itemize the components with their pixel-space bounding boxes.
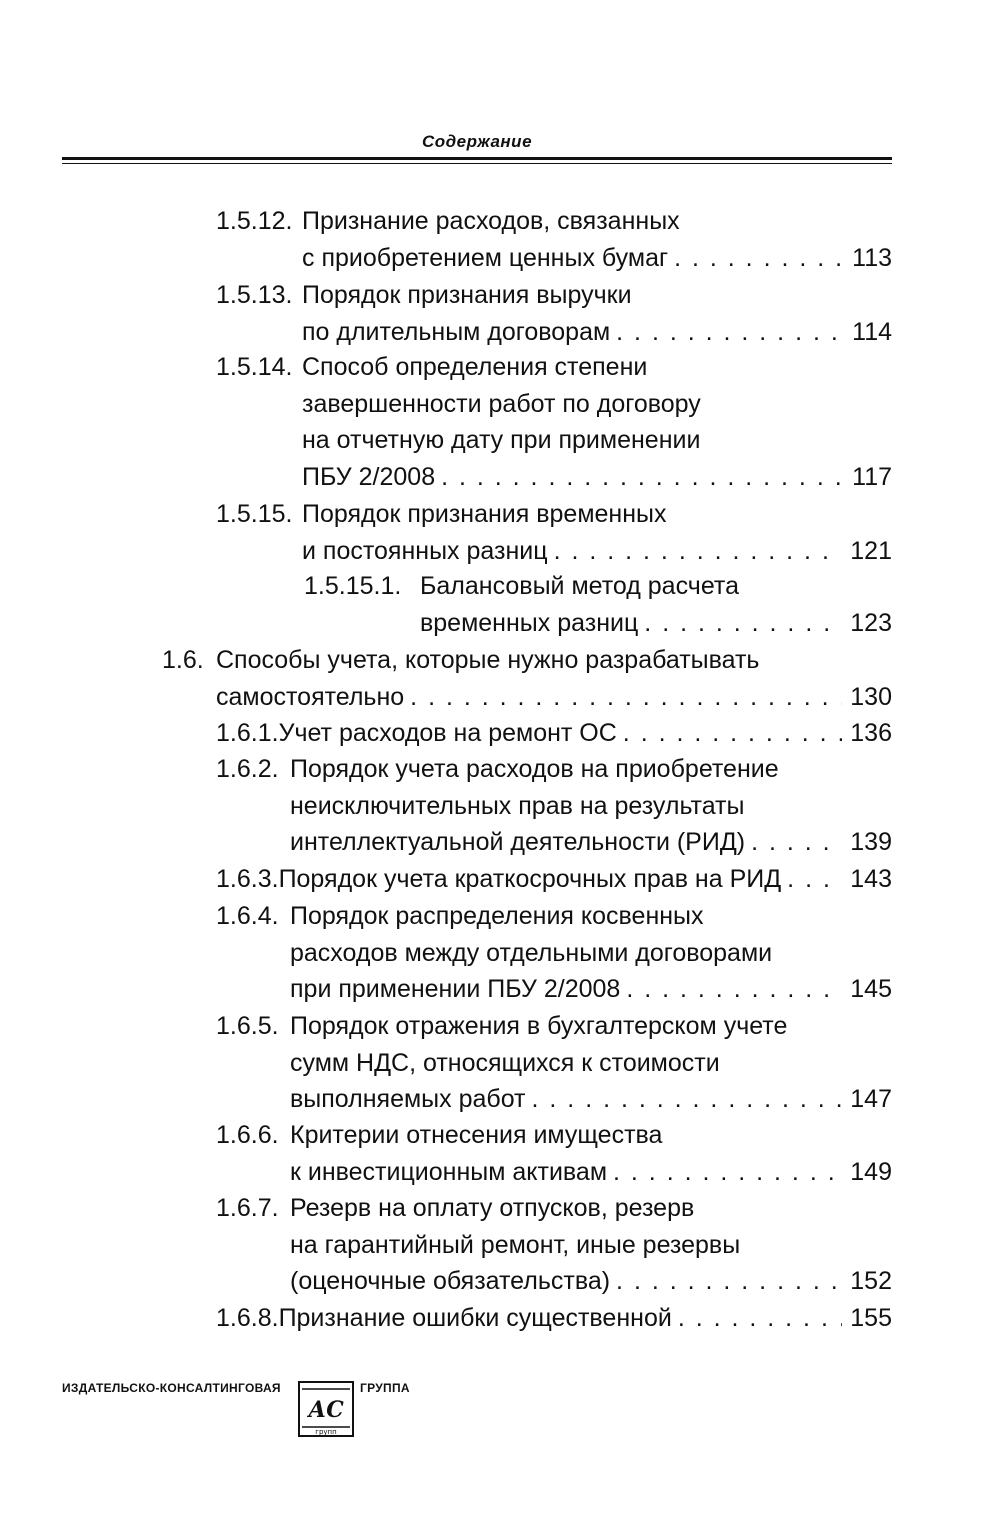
toc-line — [216, 901, 704, 931]
toc-line — [290, 1084, 892, 1114]
toc-line — [290, 938, 772, 968]
toc-line — [302, 462, 892, 492]
toc-page-number: 143 — [850, 865, 892, 893]
dot-leader — [674, 243, 842, 273]
toc-line — [216, 1303, 892, 1333]
toc-line — [302, 425, 700, 455]
publisher-footer — [62, 1381, 462, 1441]
toc-line — [290, 1048, 720, 1078]
toc-page-number: 139 — [850, 828, 892, 856]
dot-leader — [623, 718, 842, 748]
toc-entry-title: самостоятельно — [216, 682, 405, 711]
dot-leader — [644, 608, 842, 638]
toc-page-number: 155 — [850, 1304, 892, 1332]
toc-line — [290, 1157, 892, 1187]
dot-leader — [626, 974, 842, 1004]
dot-leader — [616, 1266, 842, 1296]
dot-leader — [678, 1303, 842, 1333]
toc-entry-title: Способ определения степени — [302, 353, 648, 381]
toc-entry-title: Порядок учета расходов на приобретение — [290, 755, 779, 783]
toc-line — [290, 974, 892, 1004]
toc-line — [216, 682, 892, 712]
toc-line — [304, 571, 739, 601]
toc-entry-title: Порядок распределения косвенных — [290, 902, 704, 930]
toc-entry-title: Признание расходов, связанных — [302, 207, 680, 235]
toc-entry-number: 1.5.15. — [216, 500, 293, 528]
toc-page-number: 152 — [850, 1267, 892, 1295]
toc-line — [216, 718, 892, 748]
toc-entry-title: неисключительных прав на результаты — [290, 791, 745, 820]
toc-line — [302, 243, 892, 273]
dot-leader — [554, 536, 842, 566]
toc-page-number: 149 — [850, 1157, 892, 1186]
toc-line — [290, 791, 744, 821]
toc-entry-title: по длительным договорам — [302, 317, 611, 346]
toc-line — [302, 389, 701, 419]
toc-entry-title: завершенности работ по договору — [302, 389, 701, 418]
toc-entry-title: Порядок признания временных — [302, 500, 667, 528]
logo-caption: групп — [315, 1428, 337, 1436]
toc-entry-title: временных разниц — [420, 608, 639, 637]
toc-line — [216, 1193, 694, 1223]
toc-line — [290, 1230, 740, 1260]
dot-leader — [787, 864, 842, 894]
toc-page-number: 145 — [850, 975, 892, 1003]
toc-entry-number: 1.6.1. — [216, 719, 279, 747]
toc-line — [216, 1120, 662, 1150]
toc-entry-number: 1.5.14. — [216, 353, 293, 381]
toc-line — [162, 645, 759, 675]
toc-entry-title: с приобретением ценных бумаг — [302, 243, 669, 272]
dot-leader — [441, 462, 842, 492]
toc-line — [290, 827, 892, 857]
toc-line — [216, 1011, 787, 1041]
toc-entry-title: расходов между отдельными договорами — [290, 938, 773, 967]
toc-entry-number: 1.6.2. — [216, 755, 279, 783]
toc-entry-title: Резерв на оплату отпусков, резерв — [290, 1194, 695, 1222]
toc-entry-number: 1.6.7. — [216, 1194, 279, 1222]
dot-leader — [751, 827, 842, 857]
toc-entry-title: Учет расходов на ремонт ОС — [278, 719, 617, 747]
publisher-name-right: ГРУППА — [360, 1381, 410, 1395]
toc-line — [420, 608, 892, 638]
toc-page-number: 114 — [852, 317, 892, 346]
toc-entry-number: 1.6.3. — [216, 865, 279, 893]
toc-page-number: 130 — [850, 682, 892, 711]
publisher-name-left: ИЗДАТЕЛЬСКО-КОНСАЛТИНГОВАЯ — [62, 1381, 281, 1395]
toc-line — [216, 754, 779, 784]
toc-entry-title: Способы учета, которые нужно разрабатывать — [216, 646, 760, 674]
toc-entry-title: Порядок отражения в бухгалтерском учете — [290, 1012, 788, 1040]
toc-entry-title: (оценочные обязательства) — [290, 1267, 611, 1295]
toc-entry-title: ПБУ 2/2008 — [302, 462, 436, 491]
toc-entry-number: 1.6. — [162, 646, 204, 674]
toc-line — [302, 536, 892, 566]
toc-line — [216, 499, 667, 529]
toc-line — [216, 280, 632, 310]
dot-leader — [613, 1157, 842, 1187]
toc-page-number: 123 — [850, 608, 892, 637]
toc-entry-title: на гарантийный ремонт, иные резервы — [290, 1230, 741, 1259]
dot-leader — [616, 317, 842, 347]
toc-entry-number: 1.6.5. — [216, 1012, 279, 1040]
toc-line — [216, 864, 892, 894]
running-header: Содержание — [421, 132, 533, 151]
toc-entry-title: Критерии отнесения имущества — [290, 1121, 663, 1149]
toc-entry-number: 1.6.6. — [216, 1121, 279, 1149]
toc-entry-number: 1.6.4. — [216, 902, 279, 930]
toc-page-number: 117 — [852, 462, 892, 491]
toc-page-number: 121 — [850, 536, 892, 565]
toc-line — [216, 206, 680, 236]
toc-entry-title: Порядок учета краткосрочных прав на РИД — [278, 865, 782, 893]
toc-entry-title: Балансовый метод расчета — [420, 572, 739, 600]
publisher-logo-icon — [298, 1381, 354, 1437]
toc-entry-title: интеллектуальной деятельности (РИД) — [290, 828, 746, 856]
toc-line — [302, 317, 892, 347]
toc-page-number: 113 — [852, 243, 892, 272]
logo-mark: АС — [308, 1397, 344, 1423]
toc-entry-title: при применении ПБУ 2/2008 — [290, 975, 621, 1003]
dot-leader — [410, 682, 842, 712]
toc-entry-number: 1.5.12. — [216, 207, 293, 235]
toc-entry-title: сумм НДС, относящихся к стоимости — [290, 1048, 720, 1077]
toc-entry-number: 1.5.13. — [216, 281, 293, 309]
toc-page-number: 147 — [850, 1085, 892, 1113]
dot-leader — [532, 1084, 842, 1114]
toc-entry-number: 1.6.8. — [216, 1304, 279, 1332]
toc-line — [216, 352, 647, 382]
toc-line — [290, 1266, 892, 1296]
toc-entry-title: Признание ошибки существенной — [278, 1304, 672, 1332]
toc-entry-title: и постоянных разниц — [302, 536, 548, 565]
toc-entry-title: к инвестиционным активам — [290, 1157, 608, 1186]
toc-entry-number: 1.5.15.1. — [304, 572, 402, 600]
toc-page-number: 136 — [850, 719, 892, 747]
toc-entry-title: Порядок признания выручки — [302, 281, 632, 309]
toc-entry-title: на отчетную дату при применении — [302, 426, 701, 454]
toc-entry-title: выполняемых работ — [290, 1085, 526, 1113]
